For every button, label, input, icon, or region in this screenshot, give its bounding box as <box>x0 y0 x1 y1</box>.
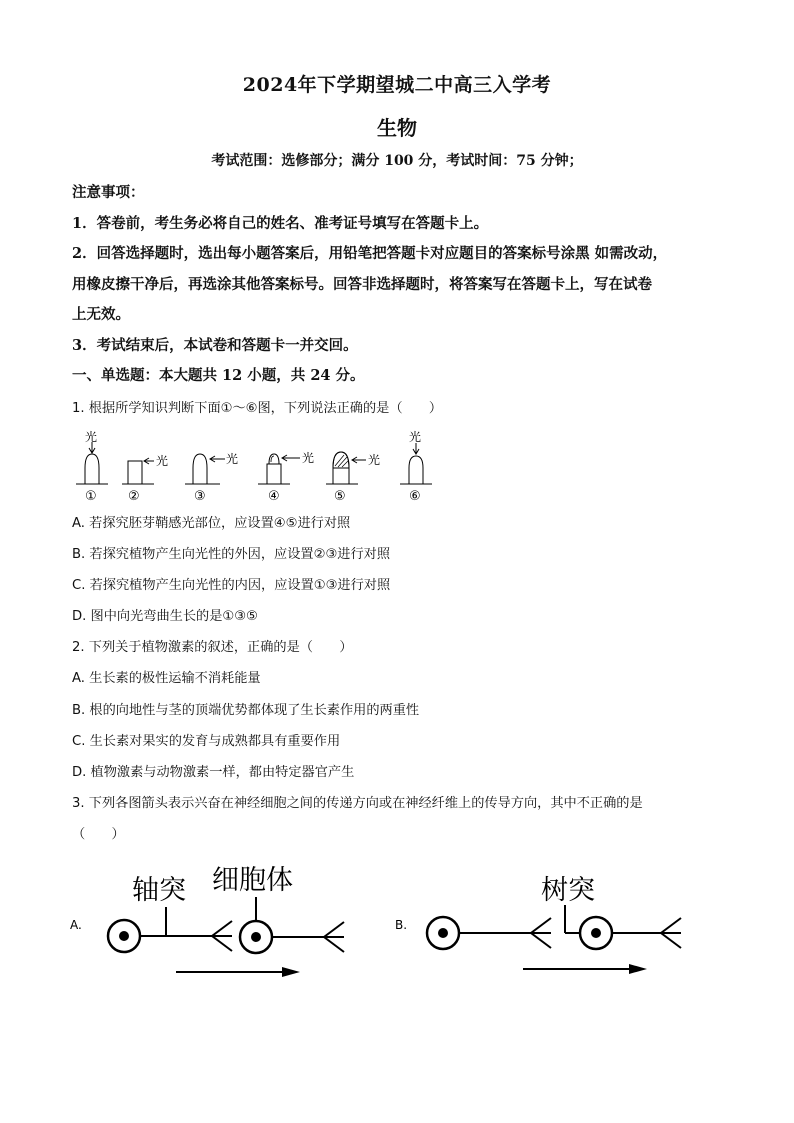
notes-block <box>72 178 732 392</box>
notes-item-2-line-2: 用橡皮擦干净后，再选涂其他答案标号。回答非选择题时，将答案写在答题卡上，写在试卷 <box>72 275 652 293</box>
coleoptile-3 <box>185 451 238 504</box>
axon-label: 轴突 <box>132 875 186 906</box>
q2-option-a: A. 生长素的极性运输不消耗能量 <box>72 671 261 686</box>
q1-option-c: C. 若探究植物产生向光性的内因，应设置①③进行对照 <box>72 578 391 593</box>
q2-option-c: C. 生长素对果实的发育与成熟都具有重要作用 <box>72 734 341 749</box>
option-b-label: B. <box>395 918 408 932</box>
q2-option-b: B. 根的向地性与茎的顶端优势都体现了生长素作用的两重性 <box>72 703 420 718</box>
exam-title: 2024年下学期望城二中高三入学考 <box>242 74 552 96</box>
figure-label-2: ② <box>128 489 140 504</box>
notes-item-2-line-1: 2．回答选择题时，选出每小题答案后，用铅笔把答题卡对应题目的答案标号涂黑 如需改动， <box>72 245 668 262</box>
light-label-5: 光 <box>368 453 381 467</box>
coleoptile-5 <box>326 452 380 504</box>
subject-title: 生物 <box>377 116 417 140</box>
notes-heading: 注意事项： <box>72 184 145 201</box>
q3-figure-a <box>70 855 370 985</box>
q1-option-d: D. 图中向光弯曲生长的是①③⑤ <box>72 609 258 624</box>
light-label-6: 光 <box>409 430 422 444</box>
q1-stem: 1. 根据所学知识判断下面①～⑥图，下列说法正确的是（ ） <box>72 401 443 416</box>
notes-item-3: 3．考试结束后，本试卷和答题卡一并交回。 <box>72 336 358 354</box>
q3-stem-line-2: （ ） <box>72 827 125 842</box>
coleoptile-6 <box>400 429 432 504</box>
figure-label-6: ⑥ <box>409 489 421 504</box>
q3-stem-line-1: 3. 下列各图箭头表示兴奋在神经细胞之间的传递方向或在神经纤维上的传导方向，其中不正确的是 <box>72 796 643 811</box>
soma-label: 细胞体 <box>212 865 293 896</box>
q2-stem: 2. 下列关于植物激素的叙述，正确的是（ ） <box>72 640 353 655</box>
q1-coleoptile-figure <box>70 428 470 508</box>
q2-option-d: D. 植物激素与动物激素一样，都由特定器官产生 <box>72 765 355 780</box>
figure-label-3: ③ <box>194 489 206 504</box>
coleoptile-4 <box>258 450 314 504</box>
q3-figure-b <box>395 855 695 985</box>
dendrite-label: 树突 <box>541 875 595 906</box>
coleoptile-2 <box>122 453 168 504</box>
notes-item-2-line-3: 上无效。 <box>72 306 130 323</box>
figure-label-1: ① <box>85 489 97 504</box>
q1-option-b: B. 若探究植物产生向光性的外因，应设置②③进行对照 <box>72 547 391 562</box>
section-heading: 一、单选题：本大题共 12 小题，共 24 分。 <box>72 367 365 384</box>
exam-info: 考试范围：选修部分；满分 100 分，考试时间：75 分钟； <box>211 153 583 169</box>
option-a-label: A. <box>70 918 82 932</box>
figure-label-5: ⑤ <box>334 489 346 504</box>
light-label-1: 光 <box>85 430 98 444</box>
light-label-2: 光 <box>156 454 169 468</box>
q1-option-a: A. 若探究胚芽鞘感光部位，应设置④⑤进行对照 <box>72 516 351 531</box>
figure-label-4: ④ <box>268 489 280 504</box>
notes-item-1: 1．答卷前，考生务必将自己的姓名、准考证号填写在答题卡上。 <box>72 214 489 232</box>
light-label-3: 光 <box>226 452 239 466</box>
light-label-4: 光 <box>302 451 315 465</box>
coleoptile-1 <box>76 429 108 504</box>
